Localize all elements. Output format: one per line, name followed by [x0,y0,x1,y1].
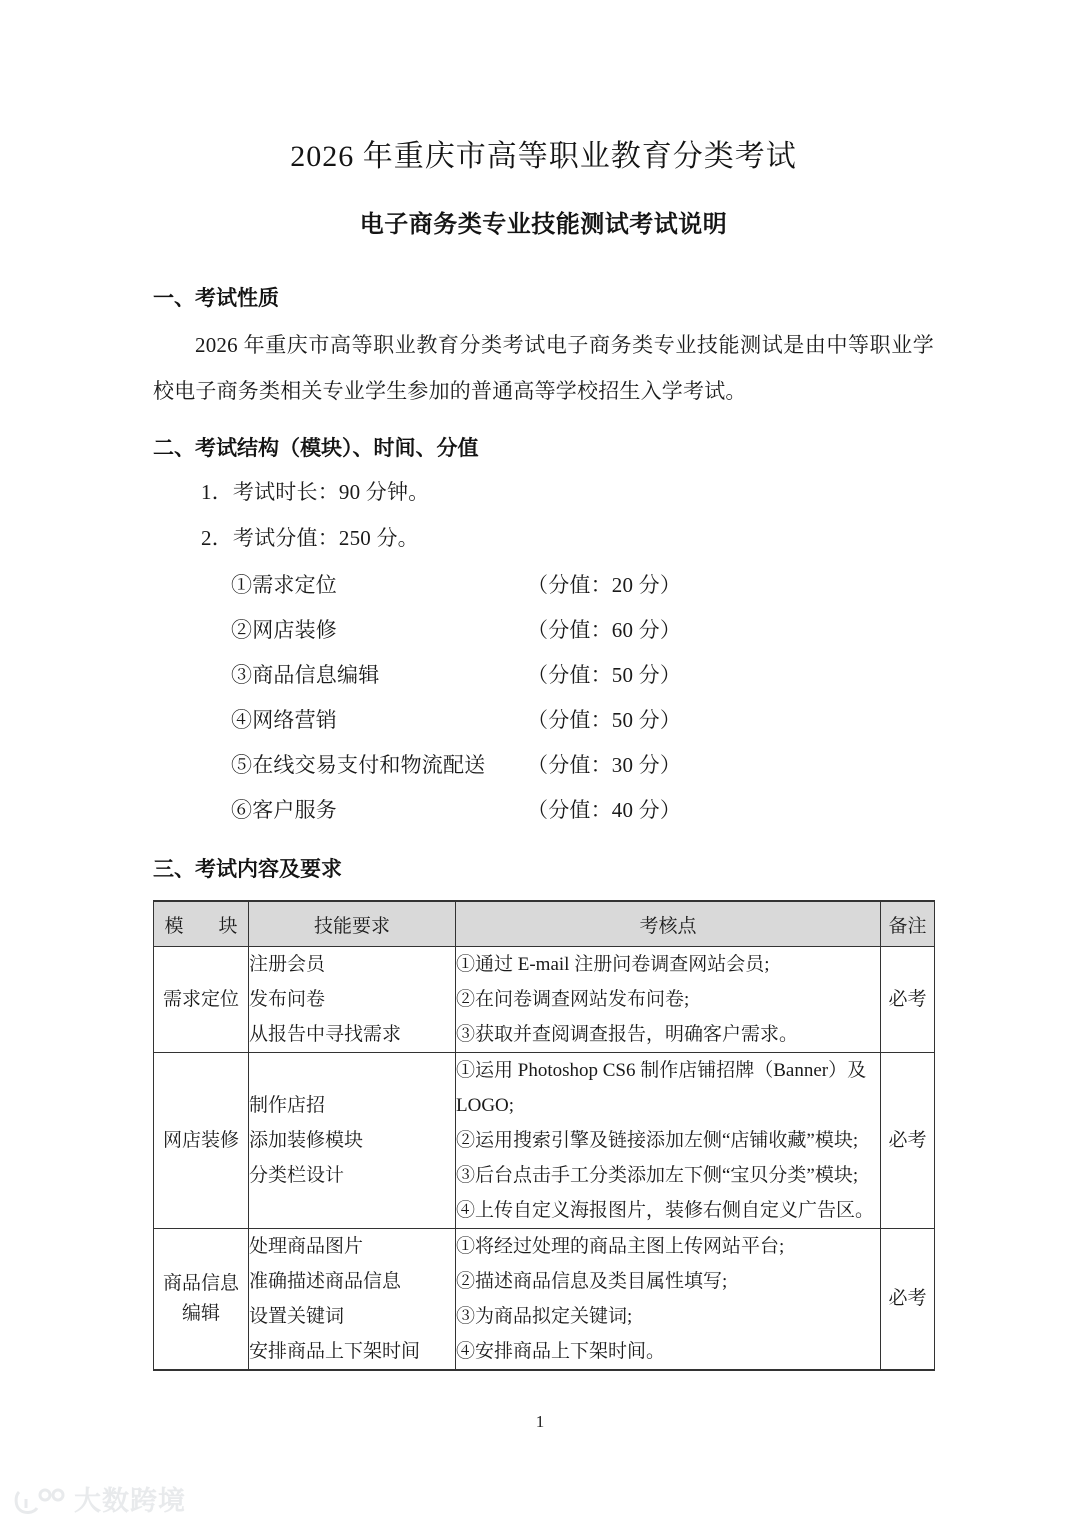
table-header-row [154,901,935,947]
point-line: ②运用搜索引擎及链接添加左侧“店铺收藏”模块; [456,1130,859,1152]
cell-points [456,1229,881,1371]
point-line: ③获取并查阅调查报告，明确客户需求。 [456,1024,799,1046]
point-line: ②在问卷调查网站发布问卷; [456,989,690,1011]
document-content [153,0,934,1371]
cell-points [456,947,881,1053]
cell-module: 网店装修 [154,1053,249,1229]
module-name: ⑥客户服务 [231,797,337,822]
section-heading-nature: 一、考试性质 [153,287,279,311]
column-header-skill: 技能要求 [249,901,456,947]
skill-line: 添加装修模块 [249,1130,364,1152]
point-line: ③后台点击手工分类添加左下侧“宝贝分类”模块; [456,1165,859,1187]
skill-line: 发布问卷 [249,989,326,1011]
module-name: ⑤在线交易支付和物流配送 [231,752,486,777]
list-item: 2．考试分值：250 分。 [201,525,419,550]
skill-line: 准确描述商品信息 [249,1271,402,1293]
module-name: ①需求定位 [231,572,337,597]
table-row [154,1053,935,1229]
skill-line: 安排商品上下架时间 [249,1341,421,1363]
cell-module: 商品信息编辑 [154,1229,249,1371]
skill-line: 制作店招 [249,1095,326,1117]
list-item [153,563,934,608]
module-name: ③商品信息编辑 [231,662,380,687]
section-heading-structure: 二、考试结构（模块）、时间、分值 [153,436,479,460]
cell-skills [249,1229,456,1371]
list-item: 1．考试时长：90 分钟。 [201,479,430,504]
structure-item-list [153,463,934,561]
point-line: ②描述商品信息及类目属性填写; [456,1271,728,1293]
exam-content-table [153,900,935,1371]
page-title: 2026 年重庆市高等职业教育分类考试 [290,140,797,173]
cell-skills [249,1053,456,1229]
skill-line: 设置关键词 [249,1306,345,1328]
cell-points [456,1053,881,1229]
list-item [153,653,934,698]
column-header-remark: 备注 [881,901,935,947]
skill-line: 从报告中寻找需求 [249,1024,402,1046]
module-name: ②网店装修 [231,617,337,642]
point-line: ①运用 Photoshop CS6 制作店铺招牌（Banner）及 LOGO; [456,1060,867,1117]
page-subtitle: 电子商务类专业技能测试考试说明 [359,211,728,238]
watermark-text: 大数跨境 [74,1485,186,1516]
watermark [14,1486,186,1516]
point-line: ④安排商品上下架时间。 [456,1341,666,1363]
list-item [153,743,934,788]
column-header-module: 模 块 [154,901,249,947]
list-item [153,698,934,743]
module-score-list [153,561,934,833]
point-line: ①将经过处理的商品主图上传网站平台; [456,1236,785,1258]
table-row [154,947,935,1053]
list-item [153,788,934,833]
cell-module: 需求定位 [154,947,249,1053]
watermark-logo-icon [14,1486,66,1516]
skill-line: 处理商品图片 [249,1236,364,1258]
skill-line: 注册会员 [249,954,326,976]
module-score: （分值：30 分） [527,752,682,777]
table-row [154,1229,935,1371]
module-score: （分值：50 分） [527,707,682,732]
module-score: （分值：40 分） [527,797,682,822]
point-line: ①通过 E-mail 注册问卷调查网站会员; [456,954,770,976]
cell-skills [249,947,456,1053]
section-heading-content: 三、考试内容及要求 [153,857,342,881]
list-item [153,608,934,653]
point-line: ④上传自定义海报图片，装修右侧自定义广告区。 [456,1200,875,1222]
page-number: 1 [535,1412,545,1431]
module-name: ④网络营销 [231,707,337,732]
column-header-point: 考核点 [456,901,881,947]
module-score: （分值：20 分） [527,572,682,597]
exam-content-table-wrapper [153,884,934,1371]
skill-line: 分类栏设计 [249,1165,345,1187]
cell-remark: 必考 [881,1229,935,1371]
point-line: ③为商品拟定关键词; [456,1306,633,1328]
section-paragraph-nature: 2026 年重庆市高等职业教育分类考试电子商务类专业技能测试是由中等职业学校电子商务类相关专业学生参加的普通高等学校招生入学考试。 [153,332,934,403]
module-score: （分值：60 分） [527,617,682,642]
module-score: （分值：50 分） [527,662,682,687]
cell-remark: 必考 [881,947,935,1053]
cell-remark: 必考 [881,1053,935,1229]
